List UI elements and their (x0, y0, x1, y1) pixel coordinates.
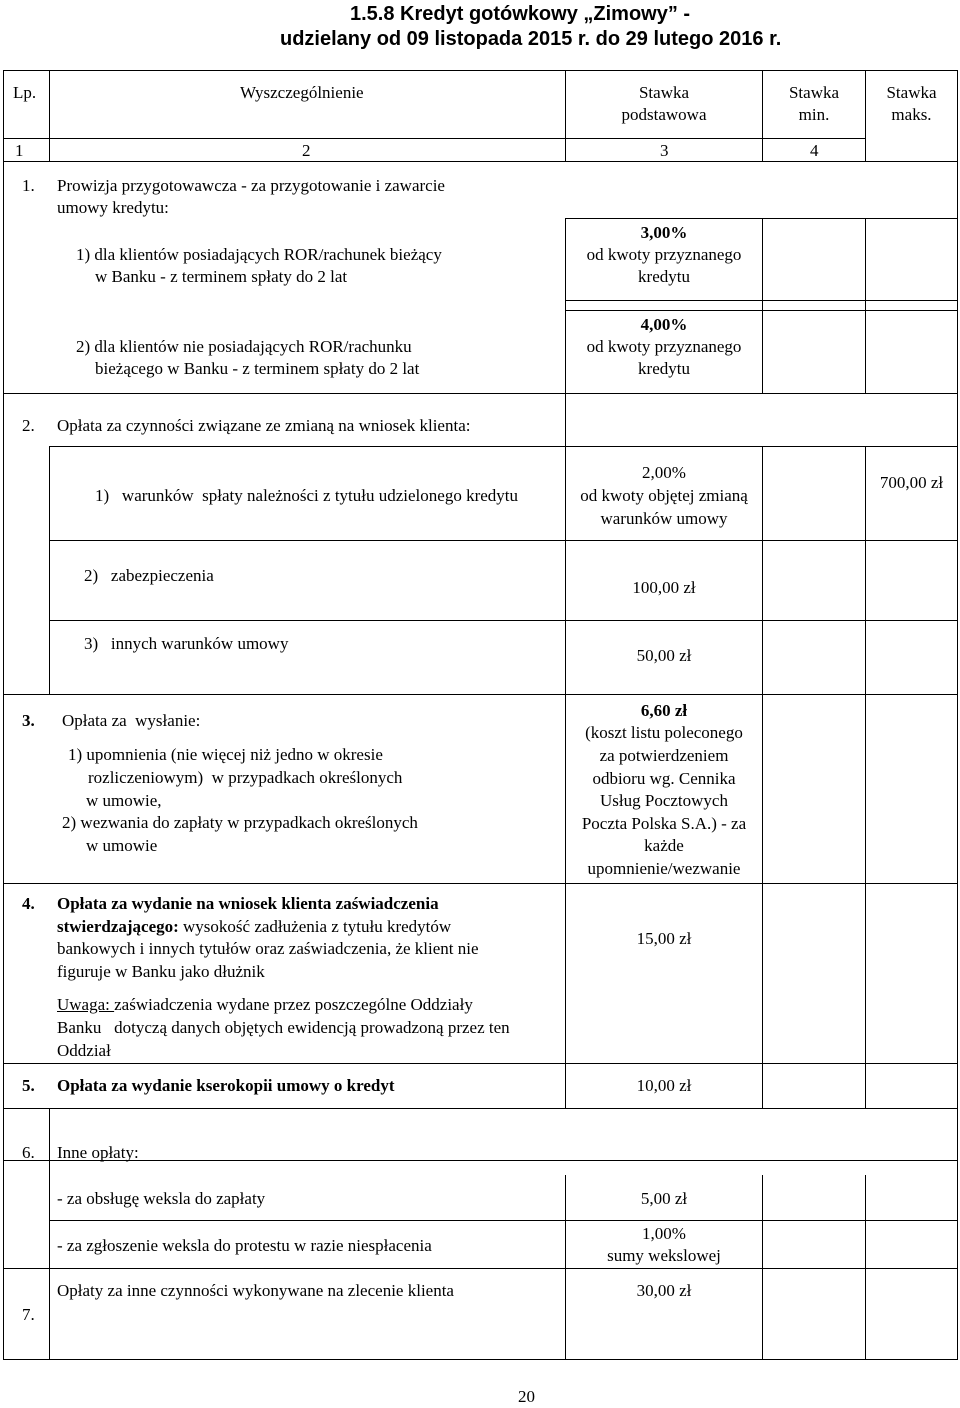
page-number: 20 (518, 1387, 535, 1406)
row-3-title: Opłata za wysłanie: (62, 711, 201, 730)
row-5-rate: 10,00 zł (636, 1076, 692, 1095)
row-4-title-line-2 (57, 916, 451, 938)
row-1-num: 1. (22, 176, 35, 195)
row-4-note-rest: zaświadczenia wydane przez poszczególne Oddziały (114, 995, 473, 1014)
row-6-item-1: - za obsługę weksla do zapłaty (57, 1189, 266, 1208)
row-3-rate-3: za potwierdzeniem (599, 746, 729, 765)
row-6-title: Inne opłaty: (57, 1143, 139, 1162)
row-3-rate-8: upomnienie/wezwanie (587, 859, 741, 878)
row-2-item-2: 2) zabezpieczenia (84, 566, 214, 585)
title-line-1: 1.5.8 Kredyt gotówkowy „Zimowy” - (350, 3, 691, 25)
row-2-num: 2. (22, 416, 35, 435)
row-1-item-1-a: 1) dla klientów posiadających ROR/rachunek bieżący (76, 245, 442, 264)
row-1-rate-2-c: kredytu (638, 359, 690, 378)
header-wyszczegolnienie: Wyszczególnienie (240, 83, 364, 102)
col-num-3: 3 (660, 141, 669, 160)
header-stawka-podstawowa-2: podstawowa (621, 105, 707, 124)
row-3-line-2: rozliczeniowym) w przypadkach określonych (88, 768, 403, 787)
row-3-rate-6: Poczta Polska S.A.) - za (581, 814, 747, 833)
row-1-item-1-b: w Banku - z terminem spłaty do 2 lat (95, 267, 348, 286)
row-4-rate: 15,00 zł (636, 929, 692, 948)
row-6-rate-1: 5,00 zł (640, 1189, 688, 1208)
header-stawka-maks-2: maks. (891, 105, 932, 124)
title-line-2: udzielany od 09 listopada 2015 r. do 29 lutego 2016 r. (280, 28, 782, 50)
row-3-line-5: w umowie (86, 836, 158, 855)
row-4-title-bold-2: stwierdzającego: (57, 917, 179, 936)
row-1-rate-1-c: kredytu (638, 267, 690, 286)
row-6-rate-2-a: 1,00% (642, 1224, 686, 1243)
row-2-title: Opłata za czynności związane ze zmianą na wniosek klienta: (57, 416, 471, 435)
row-1-item-2-b: bieżącego w Banku - z terminem spłaty do 2 lat (95, 359, 420, 378)
row-3-rate-1: 6,60 zł (640, 701, 688, 720)
row-1-rate-2-b: od kwoty przyznanego (586, 337, 742, 356)
row-4-num: 4. (22, 894, 35, 913)
row-4-title-rest: wysokość zadłużenia z tytułu kredytów (178, 917, 452, 936)
col-num-2: 2 (302, 141, 311, 160)
row-4-line-2: figuruje w Banku jako dłużnik (57, 962, 265, 981)
row-2-item-1: 1) warunków spłaty należności z tytułu udzielonego kredytu (95, 486, 518, 505)
header-stawka-min-1: Stawka (788, 83, 840, 102)
row-1-title-2: umowy kredytu: (57, 198, 169, 217)
row-4-note-line-3: Oddział (57, 1041, 111, 1060)
row-5-num: 5. (22, 1076, 35, 1095)
row-3-line-3: w umowie, (86, 791, 162, 810)
row-1-rate-2-a: 4,00% (640, 315, 688, 334)
row-7-num: 7. (22, 1305, 35, 1324)
row-6-num: 6. (22, 1143, 35, 1162)
row-4-note-line-2: Banku dotyczą danych objętych ewidencją prowadzoną przez ten (57, 1018, 510, 1037)
header-stawka-min-2: min. (798, 105, 830, 124)
row-1-rate-1-a: 3,00% (640, 223, 688, 242)
row-6-item-2: - za zgłoszenie weksla do protestu w razie niespłacenia (57, 1236, 432, 1255)
header-lp: Lp. (13, 83, 37, 102)
row-1-rate-1-b: od kwoty przyznanego (586, 245, 742, 264)
row-7-title: Opłaty za inne czynności wykonywane na zlecenie klienta (57, 1281, 454, 1300)
row-3-line-4: 2) wezwania do zapłaty w przypadkach określonych (62, 813, 418, 832)
row-2-max-1: 700,00 zł (879, 473, 944, 492)
col-num-1: 1 (15, 141, 24, 160)
row-4-line-1: bankowych i innych tytułów oraz zaświadczenia, że klient nie (57, 939, 479, 958)
col-num-4: 4 (810, 141, 819, 160)
row-4-note-label: Uwaga: (57, 995, 115, 1014)
header-stawka-podstawowa-1: Stawka (638, 83, 690, 102)
header-stawka-maks-1: Stawka (886, 83, 937, 102)
row-1-title-1: Prowizja przygotowawcza - za przygotowanie i zawarcie (57, 176, 445, 195)
row-7-rate: 30,00 zł (636, 1281, 692, 1300)
row-6-rate-2-b: sumy wekslowej (607, 1246, 721, 1265)
row-2-rate-3: 50,00 zł (636, 646, 692, 665)
row-2-rate-1-b: od kwoty objętej zmianą (580, 486, 748, 505)
row-3-line-1: 1) upomnienia (nie więcej niż jedno w okresie (68, 745, 383, 764)
row-4-title-bold: Opłata za wydanie na wniosek klienta zaświadczenia (57, 894, 439, 913)
row-2-item-3: 3) innych warunków umowy (84, 634, 289, 653)
row-1-item-2-a: 2) dla klientów nie posiadających ROR/rachunku (76, 337, 412, 356)
row-5-title: Opłata za wydanie kserokopii umowy o kredyt (57, 1076, 395, 1095)
row-4-note-line-1 (57, 994, 473, 1016)
row-2-rate-2: 100,00 zł (632, 578, 696, 597)
row-2-rate-1-c: warunków umowy (600, 509, 728, 528)
row-3-rate-4: odbioru wg. Cennika (592, 769, 736, 788)
row-2-rate-1-a: 2,00% (642, 463, 686, 482)
row-3-rate-5: Usług Pocztowych (600, 791, 728, 810)
row-3-num: 3. (22, 711, 35, 730)
row-3-rate-7: każde (644, 836, 684, 855)
row-3-rate-2: (koszt listu poleconego (585, 723, 743, 742)
